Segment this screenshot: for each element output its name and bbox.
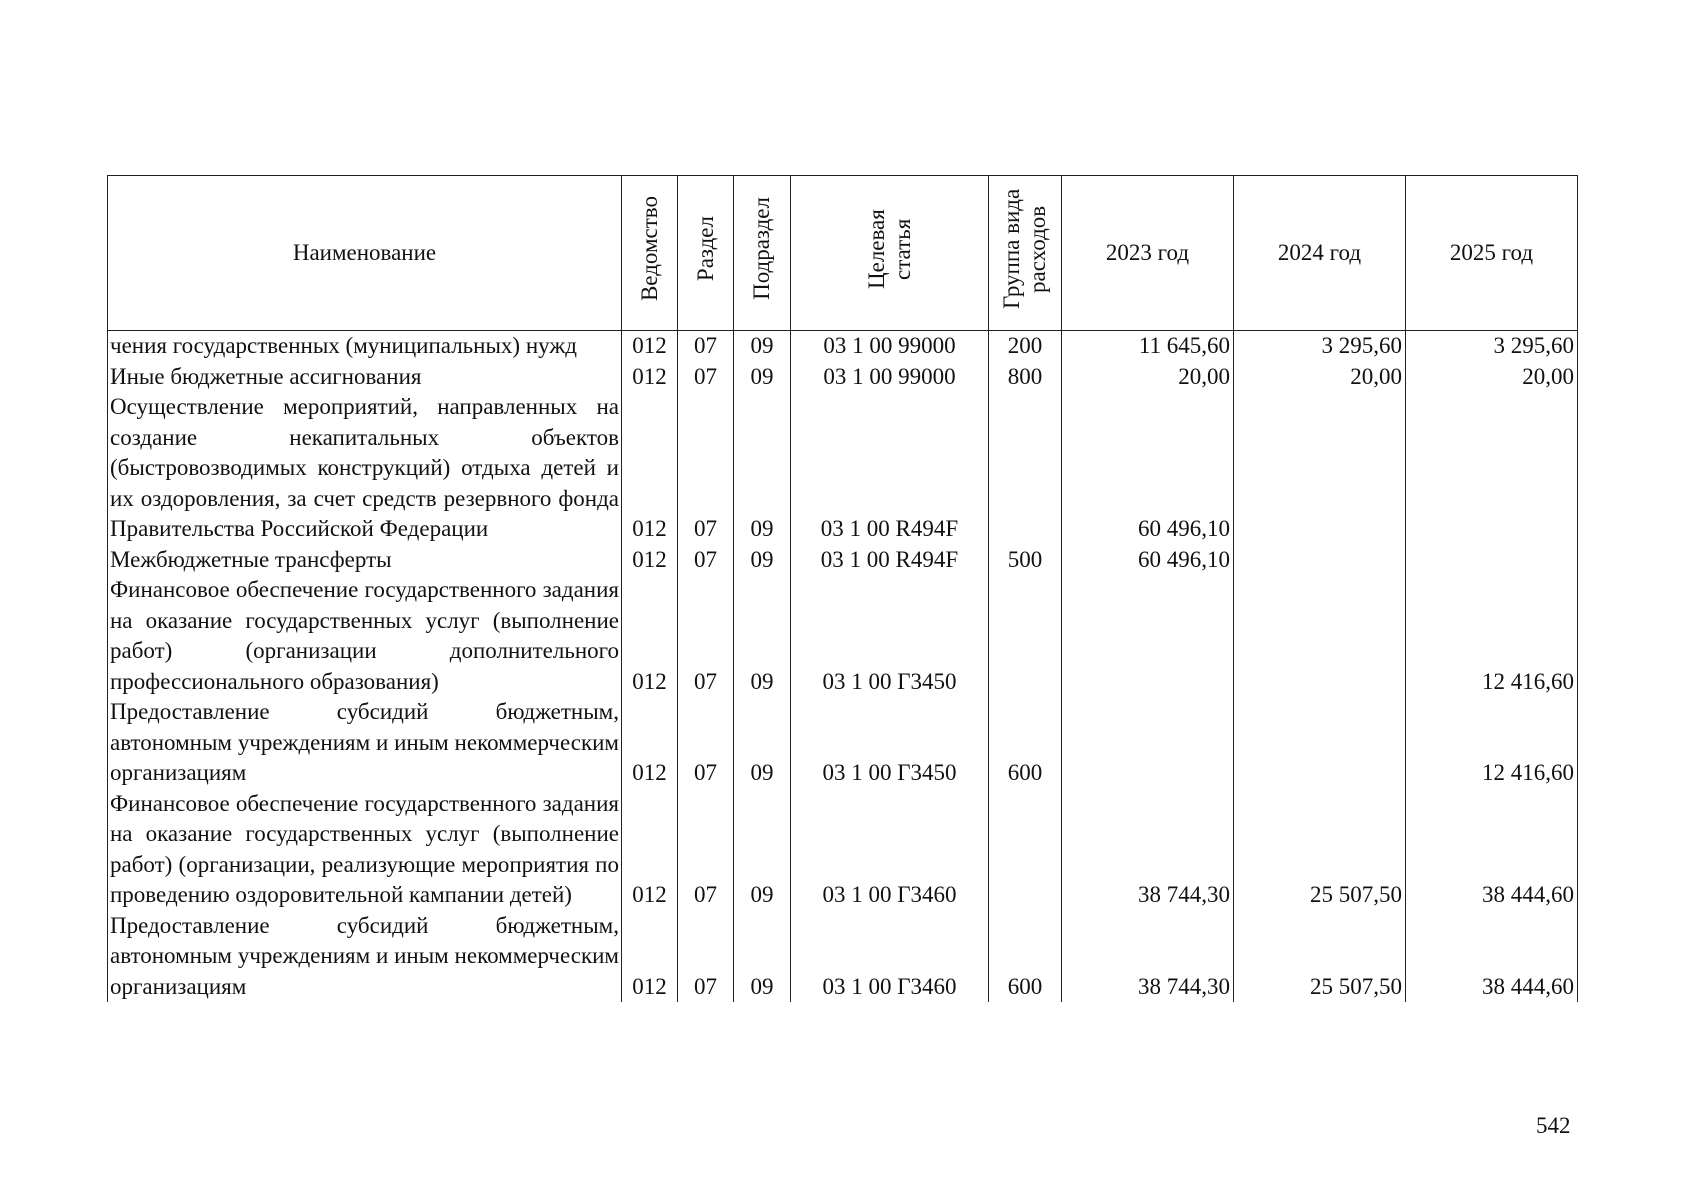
cell-name: Межбюджетные трансферты [108,545,622,576]
header-dept: Ведомство [622,176,678,331]
table-row [108,789,1578,911]
cell-2024: 3 295,60 [1234,331,1406,362]
cell-subsection: 09 [734,789,791,911]
cell-dept: 012 [622,575,678,697]
cell-section: 07 [678,911,734,1003]
cell-target-article: 03 1 00 Г3460 [791,789,989,911]
cell-expense-group: 200 [989,331,1062,362]
cell-section: 07 [678,331,734,362]
cell-2024: 25 507,50 [1234,789,1406,911]
cell-2024 [1234,392,1406,545]
table-row [108,362,1578,393]
cell-2024: 20,00 [1234,362,1406,393]
cell-section: 07 [678,575,734,697]
cell-target-article: 03 1 00 Г3450 [791,697,989,789]
cell-2025: 3 295,60 [1406,331,1578,362]
cell-section: 07 [678,545,734,576]
cell-2025: 20,00 [1406,362,1578,393]
cell-name: Предоставление субсидий бюджетным, автономным учреждениям и иным некоммерческим организациям [108,697,622,789]
header-section: Раздел [678,176,734,331]
cell-target-article: 03 1 00 Г3450 [791,575,989,697]
cell-2025: 12 416,60 [1406,575,1578,697]
cell-subsection: 09 [734,362,791,393]
table-row [108,911,1578,1003]
cell-subsection: 09 [734,331,791,362]
table-row [108,545,1578,576]
header-2023: 2023 год [1062,176,1234,331]
page-number: 542 [1536,1113,1571,1138]
cell-target-article: 03 1 00 99000 [791,331,989,362]
cell-dept: 012 [622,789,678,911]
table-row [108,575,1578,697]
cell-2024 [1234,545,1406,576]
cell-target-article: 03 1 00 Г3460 [791,911,989,1003]
cell-subsection: 09 [734,575,791,697]
table-header [108,176,1578,331]
cell-name: Осуществление мероприятий, направленных на создание некапитальных объектов (быстровозводимых конструкций) отдыха детей и их оздоровления, за счет средств резервного фонда Правительства Российской Федерации [108,392,622,545]
cell-name: Финансовое обеспечение государственного задания на оказание государственных услуг (выполнение работ) (организации, реализующие мероприятия по проведению оздоровительной кампании детей) [108,789,622,911]
header-subsection: Подраздел [734,176,791,331]
cell-2023: 60 496,10 [1062,545,1234,576]
cell-dept: 012 [622,697,678,789]
table-row [108,331,1578,362]
cell-section: 07 [678,362,734,393]
cell-name: Предоставление субсидий бюджетным, автономным учреждениям и иным некоммерческим организациям [108,911,622,1003]
cell-2023: 20,00 [1062,362,1234,393]
cell-2025: 38 444,60 [1406,789,1578,911]
cell-2025: 38 444,60 [1406,911,1578,1003]
budget-table [107,175,1578,1002]
cell-target-article: 03 1 00 R494F [791,545,989,576]
cell-expense-group: 600 [989,697,1062,789]
cell-2023: 38 744,30 [1062,911,1234,1003]
cell-section: 07 [678,392,734,545]
header-expense-group: Группа вида расходов [989,176,1062,331]
cell-dept: 012 [622,911,678,1003]
header-target-article: Целевая статья [791,176,989,331]
cell-dept: 012 [622,545,678,576]
cell-dept: 012 [622,331,678,362]
header-2024: 2024 год [1234,176,1406,331]
cell-2025 [1406,392,1578,545]
cell-expense-group: 600 [989,911,1062,1003]
cell-expense-group: 800 [989,362,1062,393]
cell-2025: 12 416,60 [1406,697,1578,789]
cell-2024 [1234,697,1406,789]
cell-dept: 012 [622,362,678,393]
cell-2023: 38 744,30 [1062,789,1234,911]
cell-2025 [1406,545,1578,576]
cell-2023 [1062,697,1234,789]
cell-dept: 012 [622,392,678,545]
cell-section: 07 [678,789,734,911]
cell-subsection: 09 [734,911,791,1003]
table-row [108,697,1578,789]
cell-section: 07 [678,697,734,789]
cell-2024 [1234,575,1406,697]
cell-2023: 11 645,60 [1062,331,1234,362]
cell-expense-group [989,392,1062,545]
cell-2023 [1062,575,1234,697]
header-name: Наименование [108,176,622,331]
cell-name: Иные бюджетные ассигнования [108,362,622,393]
cell-name: чения государственных (муниципальных) нужд [108,331,622,362]
cell-2024: 25 507,50 [1234,911,1406,1003]
cell-expense-group [989,575,1062,697]
cell-target-article: 03 1 00 99000 [791,362,989,393]
cell-subsection: 09 [734,697,791,789]
cell-expense-group: 500 [989,545,1062,576]
cell-expense-group [989,789,1062,911]
table-row [108,392,1578,545]
cell-2023: 60 496,10 [1062,392,1234,545]
header-2025: 2025 год [1406,176,1578,331]
cell-target-article: 03 1 00 R494F [791,392,989,545]
cell-subsection: 09 [734,545,791,576]
cell-name: Финансовое обеспечение государственного задания на оказание государственных услуг (выполнение работ) (организации дополнительного профессионального образования) [108,575,622,697]
table-body [108,331,1578,1003]
cell-subsection: 09 [734,392,791,545]
